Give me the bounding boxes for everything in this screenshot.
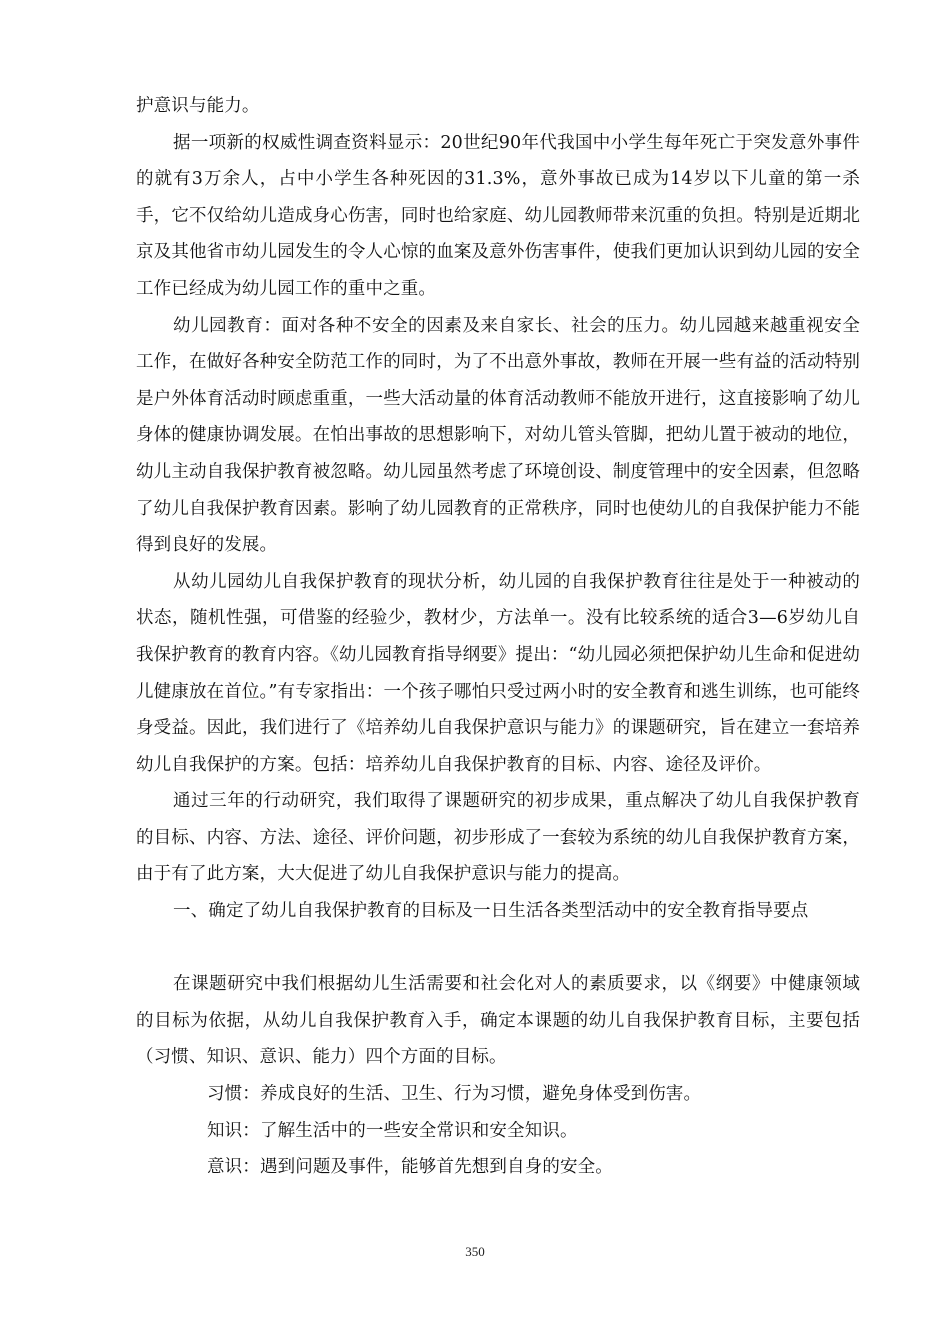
paragraph-research-results: 通过三年的行动研究，我们取得了课题研究的初步成果，重点解决了幼儿自我保护教育的目标、内容、方法、途径、评价问题，初步形成了一套较为系统的幼儿自我保护教育方案，由于有了此方案，大大促进了幼儿自我保护意识与能力的提高。	[136, 791, 860, 885]
paragraph-current-situation: 从幼儿园幼儿自我保护教育的现状分析，幼儿园的自我保护教育往往是处于一种被动的状态，随机性强，可借鉴的经验少，教材少，方法单一。没有比较系统的适合3—6岁幼儿自我保护教育的教育内容。《幼儿园教育指导纲要》提出：“幼儿园必须把保护幼儿生命和促进幼儿健康放在首位。”有专家指出：一个孩子哪怕只受过两小时的安全教育和逃生训练，也可能终身受益。因此，我们进行了《培养幼儿自我保护意识与能力》的课题研究，旨在建立一套培养幼儿自我保护的方案。包括：培养幼儿自我保护教育的目标、内容、途径及评价。	[136, 571, 860, 775]
goal-knowledge: 知识：了解生活中的一些安全常识和安全知识。	[207, 1120, 578, 1141]
paragraph-continuation: 护意识与能力。	[136, 96, 260, 116]
paragraph-kindergarten-education: 幼儿园教育：面对各种不安全的因素及来自家长、社会的压力。幼儿园越来越重视安全工作，在做好各种安全防范工作的同时，为了不出意外事故，教师在开展一些有益的活动特别是户外体育活动时顾虑重重，一些大活动量的体育活动教师不能放开进行，这直接影响了幼儿身体的健康协调发展。在怕出事故的思想影响下，对幼儿管头管脚，把幼儿置于被动的地位，幼儿主动自我保护教育被忽略。幼儿园虽然考虑了环境创设、制度管理中的安全因素，但忽略了幼儿自我保护教育因素。影响了幼儿园教育的正常秩序，同时也使幼儿的自我保护能力不能得到良好的发展。	[136, 315, 860, 556]
paragraph-survey-data: 据一项新的权威性调查资料显示：20世纪90年代我国中小学生每年死亡于突发意外事件的就有3万余人，占中小学生各种死因的31.3%，意外事故已成为14岁以下儿童的第一杀手，它不仅给幼儿造成身心伤害，同时也给家庭、幼儿园教师带来沉重的负担。特别是近期北京及其他省市幼儿园发生的令人心惊的血案及意外伤害事件，使我们更加认识到幼儿园的安全工作已经成为幼儿园工作的重中之重。	[136, 132, 860, 299]
goal-habit: 习惯：养成良好的生活、卫生、行为习惯，避免身体受到伤害。	[207, 1084, 702, 1105]
paragraph-goal-basis: 在课题研究中我们根据幼儿生活需要和社会化对人的素质要求，以《纲要》中健康领域的目标为依据，从幼儿自我保护教育入手，确定本课题的幼儿自我保护教育目标，主要包括（习惯、知识、意识、能力）四个方面的目标。	[136, 974, 860, 1068]
page-number: 350	[465, 1244, 485, 1259]
blank-line	[136, 930, 860, 967]
section-heading: 一、确定了幼儿自我保护教育的目标及一日生活各类型活动中的安全教育指导要点	[173, 901, 809, 922]
goal-awareness: 意识：遇到问题及事件，能够首先想到自身的安全。	[207, 1157, 613, 1178]
body-text	[136, 88, 860, 1186]
